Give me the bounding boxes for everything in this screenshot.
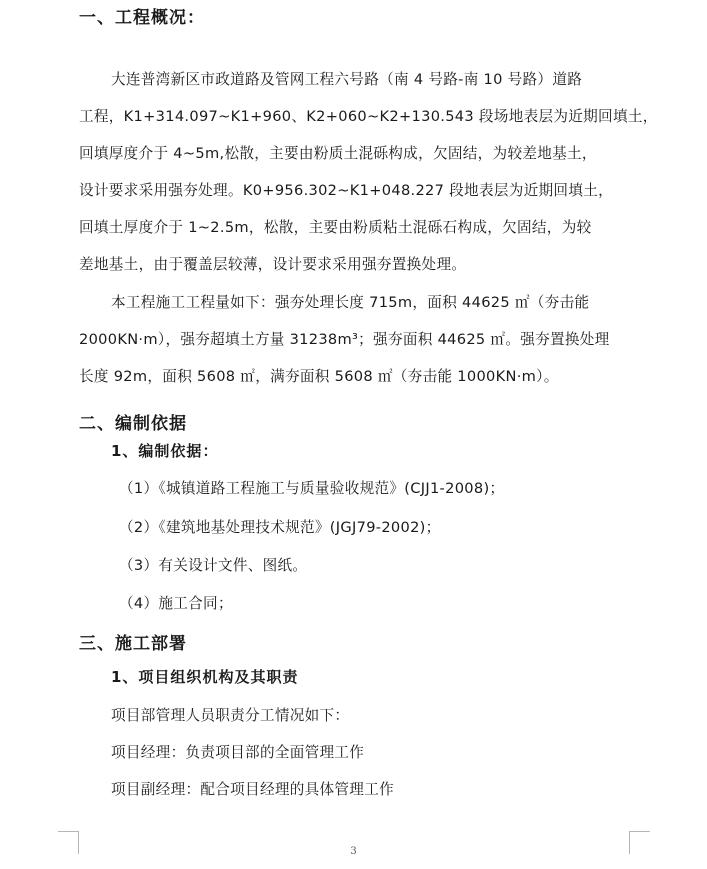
subheading-basis: 1、编制依据： bbox=[111, 442, 219, 460]
list-item: （3）有关设计文件、图纸。 bbox=[119, 557, 308, 574]
paragraph-line: 设计要求采用强夯处理。K0+956.302~K1+048.227 段地表层为近期回填土， bbox=[79, 182, 613, 199]
list-item: （4）施工合同； bbox=[119, 595, 233, 612]
paragraph-line: 项目经理：负责项目部的全面管理工作 bbox=[111, 744, 365, 761]
paragraph-line: 本工程施工工程量如下：强夯处理长度 715m，面积 44625 ㎡（夯击能 bbox=[111, 294, 590, 311]
section-heading-project-overview: 一、工程概况： bbox=[79, 8, 205, 28]
paragraph-line: 长度 92m，面积 5608 ㎡，满夯面积 5608 ㎡（夯击能 1000KN·m）。 bbox=[79, 368, 559, 385]
page-number: 3 bbox=[350, 846, 357, 857]
paragraph-line: 项目部管理人员职责分工情况如下： bbox=[111, 707, 350, 724]
paragraph-line: 工程，K1+314.097~K1+960、K2+060~K2+130.543 段场地表层为近期回填土， bbox=[79, 108, 658, 125]
paragraph-line: 回填厚度介于 4~5m,松散，主要由粉质土混砾构成，欠固结，为较差地基土， bbox=[79, 145, 597, 162]
subheading-organization: 1、项目组织机构及其职责 bbox=[111, 668, 299, 686]
list-item: （2）《建筑地基处理技术规范》(JGJ79-2002)； bbox=[119, 519, 441, 536]
section-heading-deployment: 三、施工部署 bbox=[79, 634, 187, 654]
paragraph-line: 回填土厚度介于 1~2.5m，松散，主要由粉质粘土混砾石构成，欠固结，为较 bbox=[79, 219, 592, 236]
paragraph-line: 差地基土，由于覆盖层较薄，设计要求采用强夯置换处理。 bbox=[79, 256, 467, 273]
paragraph-line: 大连普湾新区市政道路及管网工程六号路（南 4 号路-南 10 号路）道路 bbox=[111, 71, 583, 88]
section-heading-basis: 二、编制依据 bbox=[79, 414, 187, 434]
paragraph-line: 项目副经理：配合项目经理的具体管理工作 bbox=[111, 781, 394, 798]
list-item: （1）《城镇道路工程施工与质量验收规范》(CJJ1-2008)； bbox=[119, 480, 505, 497]
paragraph-line: 2000KN·m），强夯超填土方量 31238m³；强夯面积 44625 ㎡。强夯置换处理 bbox=[79, 331, 610, 348]
